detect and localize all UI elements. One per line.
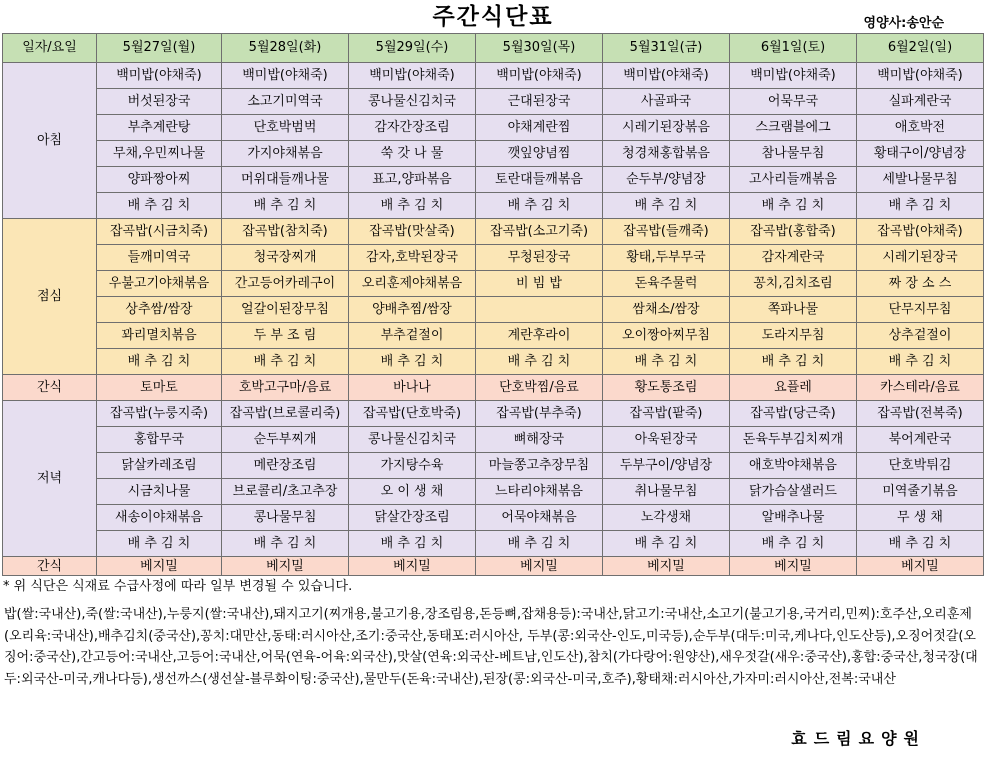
menu-cell [476, 297, 603, 323]
menu-cell: 배 추 김 치 [730, 531, 857, 557]
menu-cell: 사골파국 [603, 89, 730, 115]
menu-row [3, 505, 984, 531]
menu-cell: 머위대들깨나물 [222, 167, 349, 193]
menu-cell: 백미밥(야채죽) [730, 63, 857, 89]
weekly-menu-table [2, 33, 984, 576]
menu-cell: 닭가슴살샐러드 [730, 479, 857, 505]
menu-cell: 미역줄기볶음 [857, 479, 984, 505]
menu-cell: 콩나물신김치국 [349, 89, 476, 115]
menu-row [3, 271, 984, 297]
menu-cell: 세발나물무침 [857, 167, 984, 193]
menu-cell: 토란대들깨볶음 [476, 167, 603, 193]
menu-cell: 도라지무침 [730, 323, 857, 349]
menu-row [3, 349, 984, 375]
menu-cell: 브로콜리/초고추장 [222, 479, 349, 505]
menu-cell: 배 추 김 치 [97, 193, 222, 219]
menu-cell: 베지밀 [857, 557, 984, 576]
menu-row [3, 245, 984, 271]
menu-cell: 배 추 김 치 [349, 193, 476, 219]
menu-cell: 뼈해장국 [476, 427, 603, 453]
menu-cell: 닭살간장조림 [349, 505, 476, 531]
header-row [3, 34, 984, 63]
menu-row [3, 63, 984, 89]
menu-cell: 토마토 [97, 375, 222, 401]
menu-cell: 배 추 김 치 [476, 531, 603, 557]
menu-cell: 배 추 김 치 [349, 349, 476, 375]
menu-cell: 황태,두부무국 [603, 245, 730, 271]
menu-row [3, 401, 984, 427]
menu-cell: 메란장조림 [222, 453, 349, 479]
menu-cell: 잡곡밥(시금치죽) [97, 219, 222, 245]
menu-cell: 바나나 [349, 375, 476, 401]
menu-cell: 시레기된장볶음 [603, 115, 730, 141]
menu-cell: 순두부찌개 [222, 427, 349, 453]
menu-row [3, 557, 984, 576]
menu-cell: 노각생채 [603, 505, 730, 531]
menu-cell: 황도통조림 [603, 375, 730, 401]
menu-cell: 알배추나물 [730, 505, 857, 531]
menu-cell: 배 추 김 치 [603, 193, 730, 219]
menu-cell: 잡곡밥(당근죽) [730, 401, 857, 427]
menu-cell: 잡곡밥(소고기죽) [476, 219, 603, 245]
menu-cell: 단호박튀김 [857, 453, 984, 479]
menu-cell: 배 추 김 치 [476, 193, 603, 219]
menu-cell: 소고기미역국 [222, 89, 349, 115]
menu-cell: 배 추 김 치 [857, 531, 984, 557]
menu-cell: 잡곡밥(부추죽) [476, 401, 603, 427]
menu-row [3, 193, 984, 219]
menu-cell: 마늘쫑고추장무침 [476, 453, 603, 479]
day-header: 5월30일(목) [476, 34, 603, 63]
menu-cell: 배 추 김 치 [476, 349, 603, 375]
menu-cell: 카스테라/음료 [857, 375, 984, 401]
menu-cell: 무 생 채 [857, 505, 984, 531]
menu-cell: 단무지무침 [857, 297, 984, 323]
menu-cell: 배 추 김 치 [603, 531, 730, 557]
menu-cell: 황태구이/양념장 [857, 141, 984, 167]
menu-cell: 청경채홍합볶음 [603, 141, 730, 167]
nutritionist-label: 영양사:송안순 [863, 16, 944, 31]
menu-cell: 감자,호박된장국 [349, 245, 476, 271]
menu-cell: 두 부 조 림 [222, 323, 349, 349]
menu-cell: 호박고구마/음료 [222, 375, 349, 401]
menu-cell: 새송이야채볶음 [97, 505, 222, 531]
menu-row [3, 531, 984, 557]
menu-cell: 요플레 [730, 375, 857, 401]
menu-cell: 우불고기야채볶음 [97, 271, 222, 297]
menu-cell: 꽁치,김치조림 [730, 271, 857, 297]
origin-info: 밥(쌀:국내산),죽(쌀:국내산),누룽지(쌀:국내산),돼지고기(찌개용,불고기용,장조림용,돈등뼈,잡채용등):국내산,닭고기:국내산,소고기(불고기용,국거리,민찌):호주산,오리훈제(오리육:국내산),배추김치(중국산),꽁치:대만산,동태:러시아산,조기:중국산,동태포:러시아산, 두부(콩:외국산-인도,미국등),순두부(대두:미국,케나다,인도산등),오징어젓갈(오징어:중국산),간고등어:국내산,고등어:국내산,어묵(연육-어육:외국산),맛살(연육:외국산-베트남,인도산),참치(가다랑어:원양산),새우젓갈(새우:중국산),홍합:중국산,청국장(대두:외국산-미국,캐나다등),생선까스(생선살-블루화이팅:중국산),물만두(돈육:국내산),된장(콩:외국산-미국,호주),황태채:러시아산,가자미:러시아산,전복:국내산 [4, 607, 978, 687]
menu-cell: 베지밀 [476, 557, 603, 576]
menu-row [3, 323, 984, 349]
menu-cell: 배 추 김 치 [349, 531, 476, 557]
menu-cell: 얼갈이된장무침 [222, 297, 349, 323]
menu-cell: 베지밀 [349, 557, 476, 576]
menu-cell: 백미밥(야채죽) [97, 63, 222, 89]
menu-cell: 잡곡밥(맛살죽) [349, 219, 476, 245]
menu-cell: 꽈리멸치볶음 [97, 323, 222, 349]
menu-cell: 배 추 김 치 [97, 349, 222, 375]
menu-cell: 베지밀 [222, 557, 349, 576]
menu-cell: 부추겉절이 [349, 323, 476, 349]
menu-cell: 부추계란탕 [97, 115, 222, 141]
menu-row [3, 297, 984, 323]
menu-cell: 양파짱아찌 [97, 167, 222, 193]
menu-cell: 순두부/양념장 [603, 167, 730, 193]
meal-label: 점심 [3, 219, 97, 375]
menu-cell: 배 추 김 치 [222, 531, 349, 557]
corner-header: 일자/요일 [3, 34, 97, 63]
menu-cell: 백미밥(야채죽) [857, 63, 984, 89]
menu-cell: 백미밥(야채죽) [603, 63, 730, 89]
menu-row [3, 167, 984, 193]
menu-cell: 고사리들깨볶음 [730, 167, 857, 193]
facility-name: 효드림요양원 [791, 729, 926, 748]
menu-cell: 애호박야채볶음 [730, 453, 857, 479]
menu-cell: 잡곡밥(야채죽) [857, 219, 984, 245]
menu-cell: 베지밀 [603, 557, 730, 576]
meal-label: 간식 [3, 557, 97, 576]
menu-cell: 계란후라이 [476, 323, 603, 349]
menu-body [3, 63, 984, 576]
menu-cell: 잡곡밥(단호박죽) [349, 401, 476, 427]
menu-cell: 애호박전 [857, 115, 984, 141]
menu-cell: 짜 장 소 스 [857, 271, 984, 297]
menu-cell: 돈육주물럭 [603, 271, 730, 297]
menu-cell: 깻잎양념찜 [476, 141, 603, 167]
menu-cell: 양배추찜/쌈장 [349, 297, 476, 323]
menu-cell: 감자간장조림 [349, 115, 476, 141]
menu-cell: 잡곡밥(전복죽) [857, 401, 984, 427]
menu-cell: 잡곡밥(팥죽) [603, 401, 730, 427]
menu-cell: 쑥 갓 나 물 [349, 141, 476, 167]
menu-cell: 야채계란찜 [476, 115, 603, 141]
menu-cell: 베지밀 [97, 557, 222, 576]
menu-cell: 느타리야채볶음 [476, 479, 603, 505]
menu-cell: 어묵야채볶음 [476, 505, 603, 531]
menu-cell: 간고등어카레구이 [222, 271, 349, 297]
menu-cell: 배 추 김 치 [857, 349, 984, 375]
menu-cell: 실파계란국 [857, 89, 984, 115]
day-header: 6월2일(일) [857, 34, 984, 63]
menu-cell: 가지야채볶음 [222, 141, 349, 167]
menu-cell: 취나물무침 [603, 479, 730, 505]
menu-cell: 근대된장국 [476, 89, 603, 115]
menu-cell: 백미밥(야채죽) [476, 63, 603, 89]
menu-row [3, 427, 984, 453]
menu-cell: 시레기된장국 [857, 245, 984, 271]
menu-cell: 들깨미역국 [97, 245, 222, 271]
menu-cell: 감자계란국 [730, 245, 857, 271]
menu-row [3, 141, 984, 167]
day-header: 5월27일(월) [97, 34, 222, 63]
menu-cell: 잡곡밥(참치죽) [222, 219, 349, 245]
menu-cell: 가지탕수육 [349, 453, 476, 479]
menu-cell: 두부구이/양념장 [603, 453, 730, 479]
menu-cell: 잡곡밥(홍합죽) [730, 219, 857, 245]
menu-cell: 배 추 김 치 [857, 193, 984, 219]
menu-cell: 콩나물무침 [222, 505, 349, 531]
menu-cell: 잡곡밥(브로콜리죽) [222, 401, 349, 427]
menu-cell: 쌈채소/쌈장 [603, 297, 730, 323]
day-header: 5월31일(금) [603, 34, 730, 63]
menu-cell: 돈육두부김치찌개 [730, 427, 857, 453]
day-header: 5월28일(화) [222, 34, 349, 63]
menu-cell: 콩나물신김치국 [349, 427, 476, 453]
menu-cell: 비 빔 밥 [476, 271, 603, 297]
menu-cell: 배 추 김 치 [222, 193, 349, 219]
menu-cell: 오 이 생 채 [349, 479, 476, 505]
menu-cell: 아욱된장국 [603, 427, 730, 453]
meal-label: 아침 [3, 63, 97, 219]
menu-cell: 베지밀 [730, 557, 857, 576]
meal-label: 간식 [3, 375, 97, 401]
menu-cell: 배 추 김 치 [97, 531, 222, 557]
menu-cell: 잡곡밥(들깨죽) [603, 219, 730, 245]
menu-row [3, 479, 984, 505]
menu-cell: 백미밥(야채죽) [222, 63, 349, 89]
menu-cell: 단호박범벅 [222, 115, 349, 141]
menu-cell: 홍합무국 [97, 427, 222, 453]
menu-row [3, 219, 984, 245]
menu-cell: 쪽파나물 [730, 297, 857, 323]
menu-cell: 상추겉절이 [857, 323, 984, 349]
menu-cell: 배 추 김 치 [730, 193, 857, 219]
menu-cell: 스크램블에그 [730, 115, 857, 141]
menu-cell: 배 추 김 치 [603, 349, 730, 375]
menu-cell: 시금치나물 [97, 479, 222, 505]
menu-cell: 어묵무국 [730, 89, 857, 115]
menu-row [3, 115, 984, 141]
menu-row [3, 375, 984, 401]
menu-cell: 청국장찌개 [222, 245, 349, 271]
menu-cell: 무채,우민찌나물 [97, 141, 222, 167]
menu-cell: 무청된장국 [476, 245, 603, 271]
menu-cell: 백미밥(야채죽) [349, 63, 476, 89]
day-header: 6월1일(토) [730, 34, 857, 63]
menu-cell: 오이짱아찌무침 [603, 323, 730, 349]
menu-cell: 북어계란국 [857, 427, 984, 453]
day-header: 5월29일(수) [349, 34, 476, 63]
menu-row [3, 453, 984, 479]
menu-cell: 배 추 김 치 [222, 349, 349, 375]
meal-label: 저녁 [3, 401, 97, 557]
page-title: 주간식단표 [432, 4, 554, 30]
menu-cell: 버섯된장국 [97, 89, 222, 115]
menu-cell: 오리훈제야채볶음 [349, 271, 476, 297]
menu-cell: 배 추 김 치 [730, 349, 857, 375]
menu-cell: 단호박찜/음료 [476, 375, 603, 401]
menu-cell: 잡곡밥(누룽지죽) [97, 401, 222, 427]
menu-row [3, 89, 984, 115]
menu-cell: 상추쌈/쌈장 [97, 297, 222, 323]
menu-cell: 참나물무침 [730, 141, 857, 167]
menu-cell: 닭살카레조림 [97, 453, 222, 479]
change-notice: * 위 식단은 식재료 수급사정에 따라 일부 변경될 수 있습니다. [3, 579, 353, 594]
menu-cell: 표고,양파볶음 [349, 167, 476, 193]
